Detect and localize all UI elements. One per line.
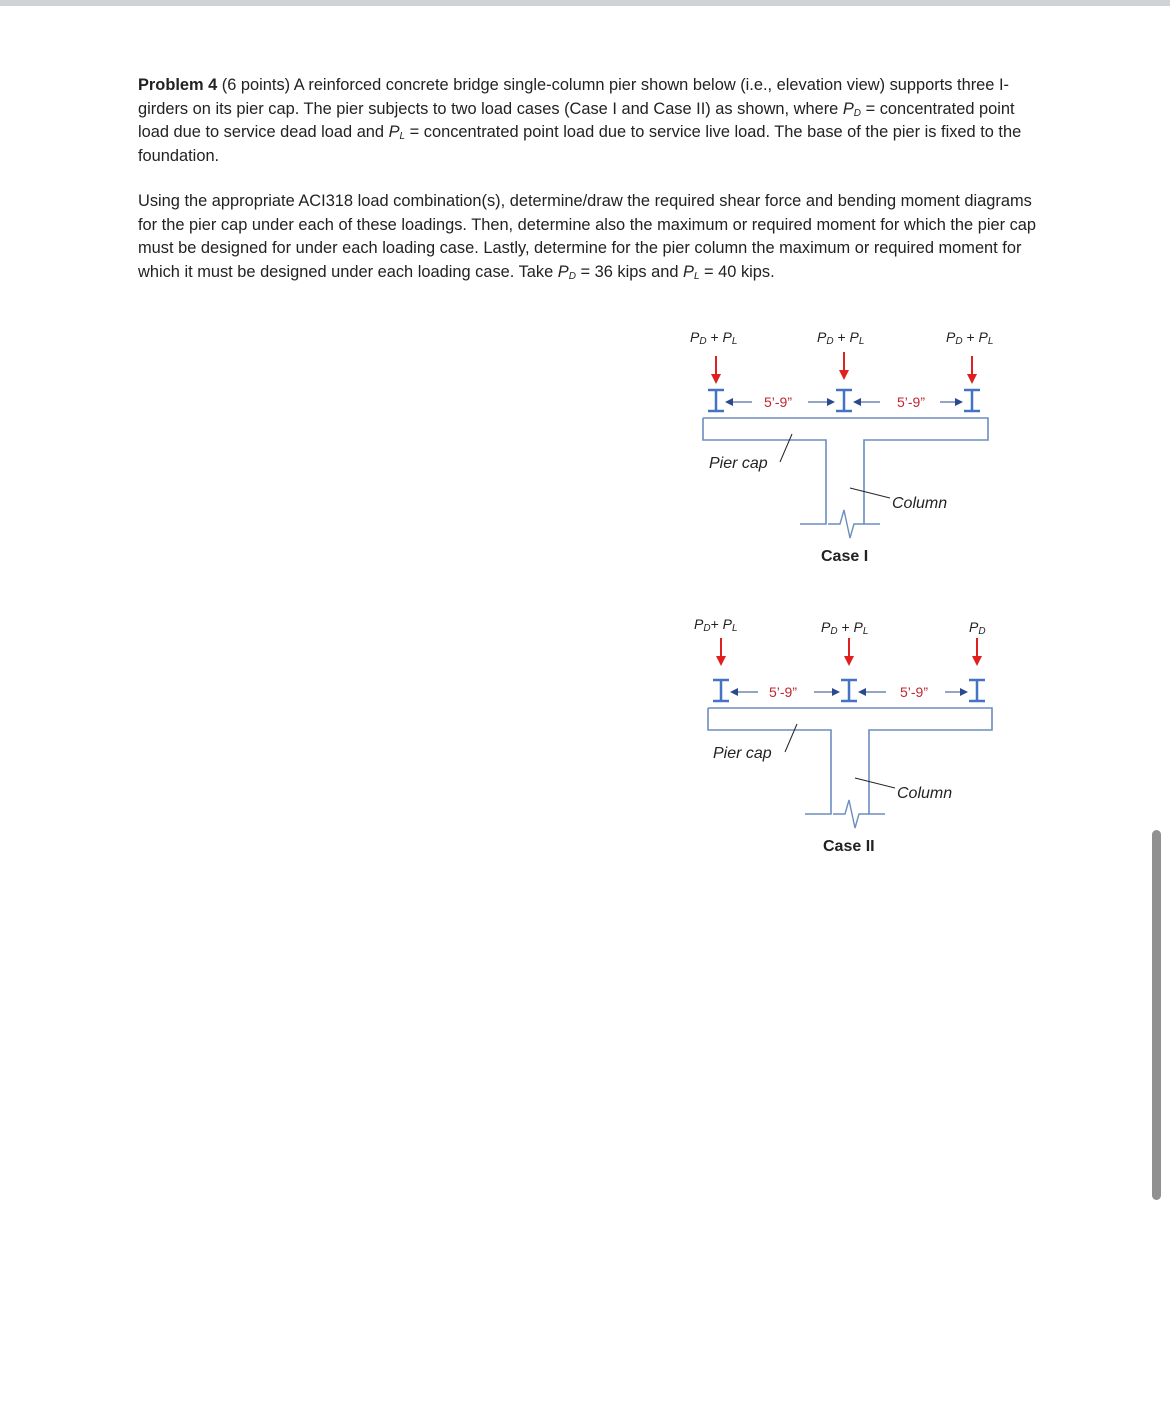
pier-cap-label: Pier cap <box>713 745 772 762</box>
load-subscript: L <box>858 336 865 347</box>
girder-left-icon <box>708 390 724 411</box>
load-variable: P <box>694 616 704 632</box>
variable: P <box>557 262 569 281</box>
pier-cap-leader <box>785 724 797 752</box>
load-variable: P <box>817 329 827 345</box>
spacing-left: 5’-9” <box>764 394 793 410</box>
spacing-right: 5’-9” <box>897 394 926 410</box>
girder-middle-icon <box>836 390 852 411</box>
text-run: = 40 kips. <box>699 262 775 281</box>
pier-cap-label: Pier cap <box>709 455 768 472</box>
variable: P <box>388 123 400 141</box>
girder-right-icon <box>969 680 985 701</box>
text-run: = concentrated point load due to service live load. The base of the pier is fixed to the foundation. <box>138 123 1022 165</box>
case-2-structure <box>680 612 1020 857</box>
load-plus: + <box>962 329 979 345</box>
load-subscript: D <box>978 626 986 637</box>
case-title: Case II <box>823 838 875 855</box>
load-plus: + <box>710 616 723 632</box>
text-run: A reinforced concrete bridge single-column pier shown below (i.e., elevation view) supports three I-girders on its pier cap. The pier subjects to two load cases (Case I and Case II) as shown, where <box>138 76 1009 118</box>
load-label-middle <box>817 329 864 345</box>
load-subscript: D <box>703 623 711 634</box>
problem-points: (6 points) <box>217 76 294 94</box>
text-run: = concentrated point load due to service dead load and <box>138 99 1015 141</box>
load-arrows <box>711 352 977 384</box>
top-border <box>0 0 1170 6</box>
variable: P <box>842 99 854 118</box>
column-leader <box>850 488 890 498</box>
load-variable: P <box>722 329 732 345</box>
load-plus: + <box>706 329 723 345</box>
subscript: D <box>853 107 862 119</box>
case-1-diagram <box>680 322 1020 567</box>
subscript: L <box>693 270 700 282</box>
break-line <box>833 800 869 828</box>
column-label: Column <box>897 785 953 802</box>
girder-left-icon <box>713 680 729 701</box>
pier-cap-leader <box>780 434 792 462</box>
girder-icons <box>708 390 980 411</box>
scrollbar[interactable] <box>1152 830 1161 1200</box>
load-label-right <box>946 329 993 345</box>
girder-middle-icon <box>841 680 857 701</box>
problem-paragraph-2 <box>138 190 1038 284</box>
load-label-middle <box>821 619 868 635</box>
load-variable: P <box>946 329 956 345</box>
load-plus: + <box>833 329 850 345</box>
load-subscript: D <box>955 336 963 347</box>
load-subscript: L <box>731 336 738 347</box>
girder-right-icon <box>964 390 980 411</box>
load-variable: P <box>978 329 988 345</box>
problem-paragraph-1 <box>138 74 1038 168</box>
load-label-right <box>969 619 986 635</box>
variable: P <box>683 262 694 281</box>
load-subscript: L <box>987 336 994 347</box>
load-plus: + <box>837 619 854 635</box>
load-label-left <box>694 616 738 632</box>
load-variable: P <box>969 619 979 635</box>
girder-icons <box>713 680 985 701</box>
load-subscript: D <box>699 336 707 347</box>
column-leader <box>855 778 895 788</box>
case-2-diagram <box>680 612 1020 857</box>
case-title: Case I <box>821 548 869 565</box>
load-variable: P <box>821 619 831 635</box>
text-run: Using the appropriate ACI318 load combination(s), determine/draw the required shear force and bending moment diagrams for the pier cap under each of these loadings. Then, determine also the maximum or required moment for which the pier cap must be designed for under each loading case. Lastly, determine for the pier column the maximum or required moment for which it must be designed under each loading case. Take <box>138 192 1037 281</box>
load-subscript: L <box>862 626 869 637</box>
load-subscript: L <box>732 623 738 634</box>
text-run: = 36 kips and <box>575 262 683 281</box>
load-label-left <box>690 329 737 345</box>
load-subscript: D <box>826 336 834 347</box>
load-variable: P <box>722 616 732 632</box>
spacing-right: 5’-9” <box>900 684 929 700</box>
load-subscript: D <box>830 626 838 637</box>
load-variable: P <box>853 619 863 635</box>
subscript: D <box>568 270 576 282</box>
load-variable: P <box>849 329 859 345</box>
load-variable: P <box>690 329 700 345</box>
case-1-structure <box>680 322 1020 567</box>
subscript: L <box>399 131 406 142</box>
problem-heading: Problem 4 <box>138 76 218 94</box>
spacing-left: 5’-9” <box>769 684 798 700</box>
break-line <box>828 510 864 538</box>
column-label: Column <box>892 495 948 512</box>
load-arrows <box>716 638 982 666</box>
